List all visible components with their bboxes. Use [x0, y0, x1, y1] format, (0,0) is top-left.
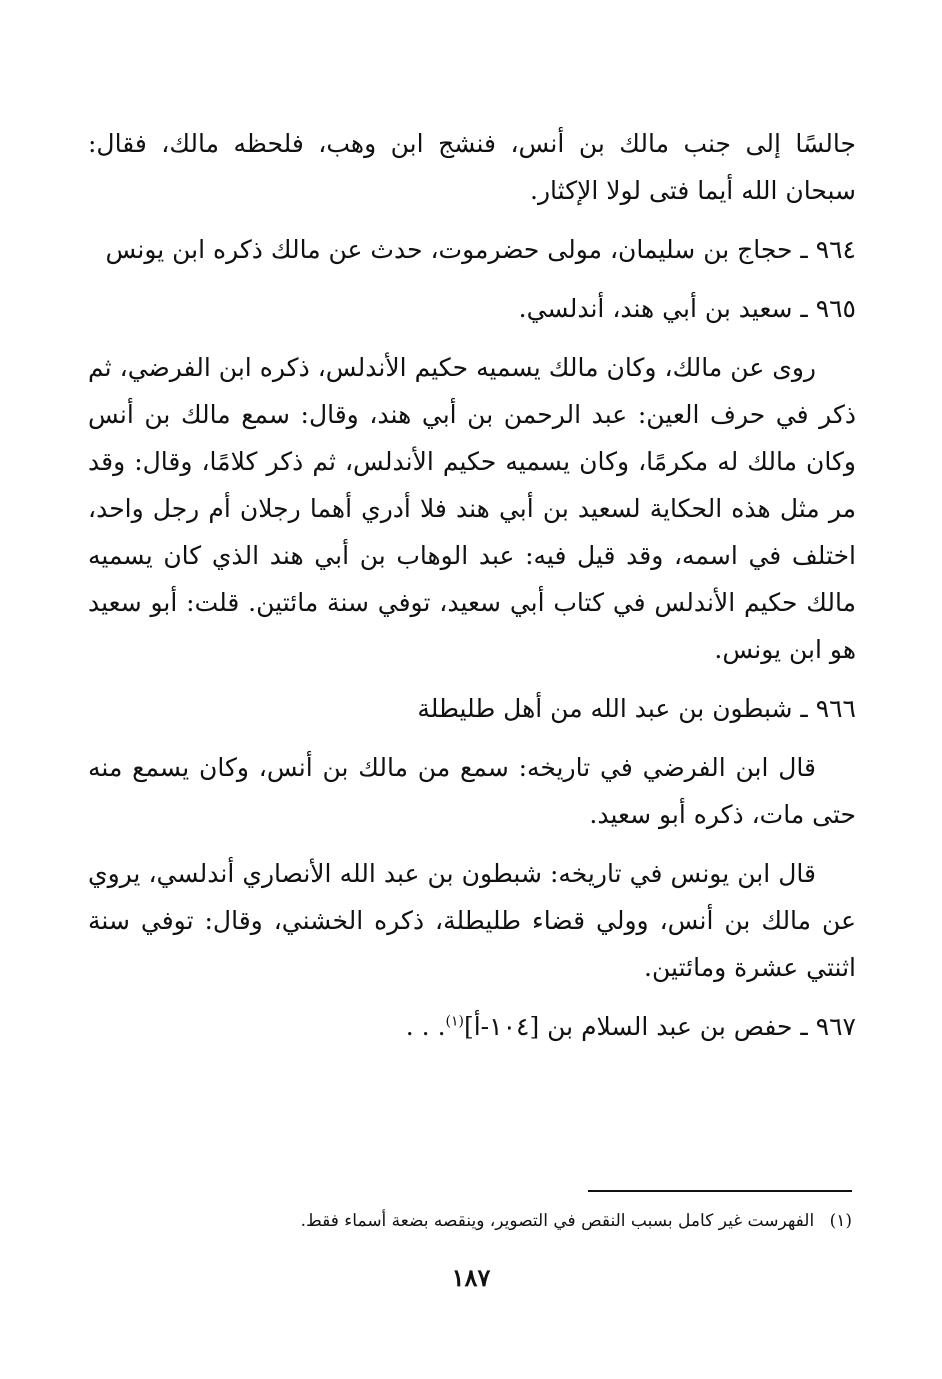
paragraph-ibn-yunus: قال ابن يونس في تاريخه: شبطون بن عبد الله الأنصاري أندلسي، يروي عن مالك بن أنس، وولي قضاء طليطلة، ذكره الخشني، وقال: توفي سنة اثنتي عشرة ومائتين.	[88, 859, 856, 982]
entry-967-ellipsis: . . .	[405, 1012, 446, 1041]
paragraph-ibn-al-faradi: قال ابن الفرضي في تاريخه: سمع من مالك بن أنس، وكان يسمع منه حتى مات، ذكره أبو سعيد.	[88, 753, 856, 829]
page-body	[88, 120, 856, 1050]
entry-964: ٩٦٤ ـ حجاج بن سليمان، مولى حضرموت، حدث عن مالك ذكره ابن يونس	[105, 235, 856, 264]
entry-967-text: ٩٦٧ ـ حفص بن عبد السلام بن [١٠٤-أ]	[463, 1012, 856, 1041]
footnote	[152, 1206, 852, 1236]
paragraph-continuation: جالسًا إلى جنب مالك بن أنس، فنشج ابن وهب، فلحظه مالك، فقال: سبحان الله أيما فتى لولا الإكثار.	[88, 129, 856, 205]
page-number: ١٨٧	[451, 1263, 491, 1292]
footnote-marker: (١)	[829, 1211, 852, 1231]
entry-966: ٩٦٦ ـ شبطون بن عبد الله من أهل طليطلة	[417, 694, 856, 723]
footnote-reference: (١)	[445, 1013, 464, 1030]
paragraph-said-bin-abi-hind: روى عن مالك، وكان مالك يسميه حكيم الأندلس، ذكره ابن الفرضي، ثم ذكر في حرف العين: عبد الرحمن بن أبي هند، وقال: سمع مالك بن أنس وكان مالك له مكرمًا، وكان يسميه حكيم الأندلس، ثم ذكر كلامًا، وقال: وقد مر مثل هذه الحكاية لسعيد بن أبي هند فلا أدري أهما رجلان أم رجل واحد، اختلف في اسمه، وقد قيل فيه: عبد الوهاب بن أبي هند الذي كان يسميه مالك حكيم الأندلس في كتاب أبي سعيد، توفي سنة مائتين. قلت: أبو سعيد هو ابن يونس.	[88, 353, 856, 664]
entry-967	[88, 1003, 856, 1050]
footnote-divider	[588, 1190, 852, 1192]
footnote-text: الفهرست غير كامل بسبب النقص في التصوير، وينقصه بضعة أسماء فقط.	[300, 1211, 815, 1231]
entry-965: ٩٦٥ ـ سعيد بن أبي هند، أندلسي.	[518, 294, 856, 323]
